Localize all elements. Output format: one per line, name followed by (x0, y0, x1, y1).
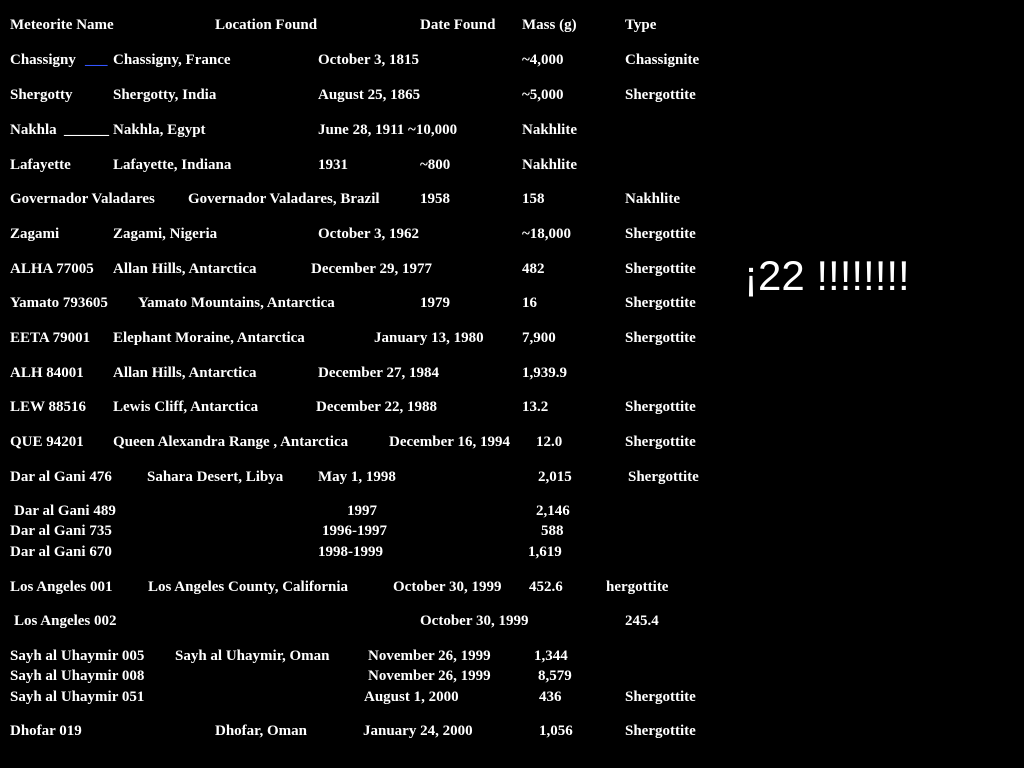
row-mass: ~5,000 (522, 87, 564, 103)
row-name: LEW 88516 (10, 399, 86, 415)
row-date: May 1, 1998 (318, 469, 396, 485)
row-mass: 1,344 (534, 648, 568, 664)
row-type: Shergottite (625, 723, 696, 739)
row-location: Dhofar, Oman (215, 723, 307, 739)
row-date: November 26, 1999 (368, 668, 491, 684)
row-type: Nakhlite (625, 191, 681, 207)
row-name: Los Angeles 002 (14, 613, 117, 629)
row-date: 1931 (318, 157, 348, 173)
row-date: 1997 (347, 503, 377, 519)
row-name: Dar al Gani 735 (10, 523, 112, 539)
row-type: Nakhlite (522, 122, 578, 138)
row-location: Lafayette, Indiana (113, 157, 232, 173)
row-date: October 3, 1815 (318, 52, 419, 68)
row-location: Allan Hills, Antarctica (113, 365, 257, 381)
row-mass: 482 (522, 261, 545, 277)
row-name: Zagami (10, 226, 60, 242)
row-location: Elephant Moraine, Antarctica (113, 330, 305, 346)
row-location: Los Angeles County, California (148, 579, 349, 595)
row-mass: 12.0 (536, 434, 563, 450)
row-name: Dhofar 019 (10, 723, 82, 739)
row-separator: ______ (64, 122, 109, 138)
header-meteorite-name: Meteorite Name (10, 17, 114, 33)
row-type: Shergottite (625, 87, 696, 103)
row-mass: 245.4 (625, 613, 659, 629)
row-mass: ~4,000 (522, 52, 564, 68)
row-date: January 24, 2000 (363, 723, 473, 739)
row-name: EETA 79001 (10, 330, 91, 346)
row-name: Chassigny (10, 52, 76, 68)
row-name: Sayh al Uhaymir 008 (10, 668, 145, 684)
row-name: Los Angeles 001 (10, 579, 113, 595)
row-date: November 26, 1999 (368, 648, 491, 664)
row-name: Dar al Gani 489 (14, 503, 116, 519)
row-date: December 16, 1994 (389, 434, 510, 450)
row-type: hergottite (606, 579, 669, 595)
row-type: Shergottite (625, 689, 696, 705)
row-location: Sayh al Uhaymir, Oman (175, 648, 330, 664)
row-name: Yamato 793605 (10, 295, 108, 311)
header-mass: Mass (g) (522, 17, 577, 33)
header-location-found: Location Found (215, 17, 318, 33)
row-date: August 1, 2000 (364, 689, 459, 705)
row-name: Sayh al Uhaymir 005 (10, 648, 145, 664)
row-mass: 13.2 (522, 399, 549, 415)
row-mass: 2,146 (536, 503, 570, 519)
side-note: ¡22 !!!!!!!! (744, 252, 910, 299)
row-name: ALHA 77005 (10, 261, 94, 277)
row-date: December 27, 1984 (318, 365, 439, 381)
row-location: Sahara Desert, Libya (147, 469, 284, 485)
row-name: Dar al Gani 670 (10, 544, 112, 560)
row-mass: ~800 (420, 157, 451, 173)
row-name: Shergotty (10, 87, 73, 103)
row-type: Shergottite (625, 261, 696, 277)
row-name: Sayh al Uhaymir 051 (10, 689, 145, 705)
row-separator: ___ (85, 52, 108, 68)
row-mass: 1,056 (539, 723, 573, 739)
row-type: Shergottite (628, 469, 699, 485)
row-location: Allan Hills, Antarctica (113, 261, 257, 277)
row-type: Nakhlite (522, 157, 578, 173)
row-type: Shergottite (625, 330, 696, 346)
row-date-mass: June 28, 1911 ~10,000 (318, 122, 458, 138)
row-mass: 7,900 (522, 330, 556, 346)
row-date: 1979 (420, 295, 450, 311)
row-type: Shergottite (625, 399, 696, 415)
row-mass: 8,579 (538, 668, 572, 684)
row-name: Lafayette (10, 157, 71, 173)
row-date: December 22, 1988 (316, 399, 437, 415)
row-type: Shergottite (625, 295, 696, 311)
row-location: Chassigny, France (113, 52, 231, 68)
row-mass: 16 (522, 295, 537, 311)
row-date: 1996-1997 (322, 523, 387, 539)
row-type: Chassignite (625, 52, 700, 68)
row-name: Nakhla (10, 122, 57, 138)
header-type: Type (625, 17, 657, 33)
row-location: Zagami, Nigeria (113, 226, 218, 242)
row-type: Shergottite (625, 226, 696, 242)
row-mass: 588 (541, 523, 564, 539)
row-mass: 452.6 (529, 579, 563, 595)
row-location: Governador Valadares, Brazil (188, 191, 380, 207)
row-location: Nakhla, Egypt (113, 122, 206, 138)
row-name: Dar al Gani 476 (10, 469, 112, 485)
row-date: August 25, 1865 (318, 87, 421, 103)
row-date: December 29, 1977 (311, 261, 432, 277)
row-location: Shergotty, India (113, 87, 217, 103)
row-date: January 13, 1980 (374, 330, 484, 346)
row-location: Queen Alexandra Range , Antarctica (113, 434, 349, 450)
row-date: October 30, 1999 (393, 579, 502, 595)
row-date: October 3, 1962 (318, 226, 419, 242)
row-date: October 30, 1999 (420, 613, 529, 629)
row-name: QUE 94201 (10, 434, 84, 450)
row-mass: 1,939.9 (522, 365, 567, 381)
row-mass: 2,015 (538, 469, 572, 485)
row-date: 1958 (420, 191, 450, 207)
row-mass: 158 (522, 191, 545, 207)
row-name: ALH 84001 (10, 365, 84, 381)
row-type: Shergottite (625, 434, 696, 450)
row-name: Governador Valadares (10, 191, 155, 207)
row-location: Lewis Cliff, Antarctica (113, 399, 259, 415)
header-date-found: Date Found (420, 17, 496, 33)
row-mass: 1,619 (528, 544, 562, 560)
row-location: Yamato Mountains, Antarctica (138, 295, 335, 311)
row-mass: ~18,000 (522, 226, 572, 242)
row-date: 1998-1999 (318, 544, 383, 560)
row-mass: 436 (539, 689, 562, 705)
